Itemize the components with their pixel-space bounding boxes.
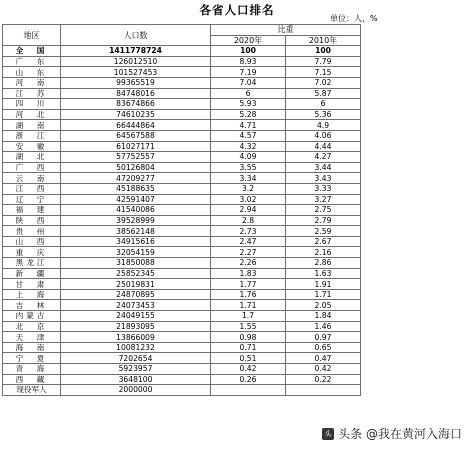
share-2010-cell: 2.16: [286, 247, 361, 258]
region-cell: 青 海: [3, 364, 61, 375]
share-2020-cell: 1.55: [211, 321, 286, 332]
region-cell: 山 西: [3, 236, 61, 247]
table-row: [3, 364, 361, 375]
region-cell: 甘 肃: [3, 279, 61, 290]
region-cell: 宁 夏: [3, 353, 61, 364]
share-2020-cell: 7.04: [211, 77, 286, 88]
table-row: [3, 247, 361, 258]
share-2020-cell: 2.8: [211, 215, 286, 226]
share-2010-cell: 1.63: [286, 268, 361, 279]
population-cell: 61027171: [61, 141, 211, 152]
share-2010-cell: 7.79: [286, 56, 361, 67]
population-cell: 25019831: [61, 279, 211, 290]
share-2010-cell: 2.59: [286, 226, 361, 237]
table-row: [3, 67, 361, 78]
share-2010-cell: 0.42: [286, 364, 361, 375]
share-2020-cell: 4.57: [211, 130, 286, 141]
population-cell: 74610235: [61, 109, 211, 120]
share-2010-cell: 0.47: [286, 353, 361, 364]
table-row: [3, 258, 361, 269]
population-cell: 47209277: [61, 173, 211, 184]
population-cell: 25852345: [61, 268, 211, 279]
table-row: [3, 152, 361, 163]
region-cell: 河 北: [3, 109, 61, 120]
share-2020-cell: 0.26: [211, 374, 286, 385]
share-2010-cell: 5.36: [286, 109, 361, 120]
region-cell: 江 苏: [3, 88, 61, 99]
table-row: [3, 109, 361, 120]
region-cell: 浙 江: [3, 130, 61, 141]
region-cell: 湖 南: [3, 120, 61, 131]
share-2010-cell: 2.05: [286, 300, 361, 311]
share-2020-cell: 1.77: [211, 279, 286, 290]
population-cell: 13866009: [61, 332, 211, 343]
region-cell: 河 南: [3, 77, 61, 88]
region-cell: 安 徽: [3, 141, 61, 152]
population-cell: 24073453: [61, 300, 211, 311]
population-table: [2, 24, 361, 396]
table-row: [3, 88, 361, 99]
share-2020-cell: 4.71: [211, 120, 286, 131]
table-row: [3, 120, 361, 131]
population-cell: 57752557: [61, 152, 211, 163]
share-2010-cell: 2.86: [286, 258, 361, 269]
population-cell: 64567588: [61, 130, 211, 141]
watermark: [319, 424, 465, 443]
region-cell: 现役军人: [3, 385, 61, 396]
share-2020-cell: 7.19: [211, 67, 286, 78]
table-row: [3, 205, 361, 216]
population-cell: 34915616: [61, 236, 211, 247]
population-cell: 1411778724: [61, 46, 211, 57]
population-cell: 10081232: [61, 342, 211, 353]
share-2010-cell: 2.79: [286, 215, 361, 226]
share-2010-cell: 0.22: [286, 374, 361, 385]
share-2020-cell: 0.71: [211, 342, 286, 353]
share-2020-cell: 1.71: [211, 300, 286, 311]
table-row: [3, 236, 361, 247]
share-2020-cell: 3.02: [211, 194, 286, 205]
region-cell: 西 藏: [3, 374, 61, 385]
share-2020-cell: 1.83: [211, 268, 286, 279]
share-2010-cell: 3.44: [286, 162, 361, 173]
table-row: [3, 374, 361, 385]
region-cell: 广 西: [3, 162, 61, 173]
share-2020-cell: 5.28: [211, 109, 286, 120]
share-2020-cell: 6: [211, 88, 286, 99]
share-2020-cell: 2.27: [211, 247, 286, 258]
population-cell: 84748016: [61, 88, 211, 99]
population-cell: 38562148: [61, 226, 211, 237]
population-cell: 5923957: [61, 364, 211, 375]
population-cell: 99365519: [61, 77, 211, 88]
table-row: [3, 215, 361, 226]
watermark-text: 头条 @我在黄河入海口: [338, 427, 462, 441]
region-cell: 江 西: [3, 183, 61, 194]
table-title: 各省人口排名: [199, 3, 275, 17]
table-row: [3, 311, 361, 322]
population-cell: 39528999: [61, 215, 211, 226]
share-2020-cell: 2.73: [211, 226, 286, 237]
share-2010-cell: 2.67: [286, 236, 361, 247]
population-cell: 24049155: [61, 311, 211, 322]
share-2010-cell: 4.27: [286, 152, 361, 163]
table-row: [3, 353, 361, 364]
region-cell: 贵 州: [3, 226, 61, 237]
share-2020-cell: 3.34: [211, 173, 286, 184]
table-row: [3, 173, 361, 184]
header-population: 人口数: [61, 25, 211, 46]
table-row: [3, 162, 361, 173]
share-2020-cell: 0.98: [211, 332, 286, 343]
share-2010-cell: 0.65: [286, 342, 361, 353]
share-2020-cell: 1.76: [211, 289, 286, 300]
population-cell: 24870895: [61, 289, 211, 300]
table-row: [3, 332, 361, 343]
population-cell: 41540086: [61, 205, 211, 216]
table-row: [3, 289, 361, 300]
region-cell: 重 庆: [3, 247, 61, 258]
region-cell: 山 东: [3, 67, 61, 78]
share-2010-cell: 1.46: [286, 321, 361, 332]
share-2020-cell: 5.93: [211, 99, 286, 110]
table-row: [3, 279, 361, 290]
share-2010-cell: 6: [286, 99, 361, 110]
population-cell: 32054159: [61, 247, 211, 258]
table-row: [3, 46, 361, 57]
share-2010-cell: 4.06: [286, 130, 361, 141]
region-cell: 四 川: [3, 99, 61, 110]
header-2010: 2010年: [286, 35, 361, 46]
population-cell: 83674866: [61, 99, 211, 110]
region-cell: 上 海: [3, 289, 61, 300]
population-cell: 45188635: [61, 183, 211, 194]
region-cell: 云 南: [3, 173, 61, 184]
share-2020-cell: 8.93: [211, 56, 286, 67]
table-row: [3, 77, 361, 88]
region-cell: 陕 西: [3, 215, 61, 226]
share-2020-cell: 3.2: [211, 183, 286, 194]
share-2010-cell: 7.15: [286, 67, 361, 78]
population-cell: 101527453: [61, 67, 211, 78]
share-2010-cell: 1.71: [286, 289, 361, 300]
table-row: [3, 194, 361, 205]
population-cell: 126012510: [61, 56, 211, 67]
share-2010-cell: 7.02: [286, 77, 361, 88]
share-2020-cell: 100: [211, 46, 286, 57]
unit-note: 单位：人，%: [330, 14, 378, 23]
share-2020-cell: 4.09: [211, 152, 286, 163]
header-region: 地区: [3, 25, 61, 46]
table-row: [3, 183, 361, 194]
population-cell: 31850088: [61, 258, 211, 269]
population-cell: 3648100: [61, 374, 211, 385]
share-2010-cell: 1.84: [286, 311, 361, 322]
region-cell: 全 国: [3, 46, 61, 57]
share-2010-cell: 5.87: [286, 88, 361, 99]
population-cell: 21893095: [61, 321, 211, 332]
table-row: [3, 268, 361, 279]
toutiao-logo-icon: 头: [322, 428, 334, 440]
share-2010-cell: 3.33: [286, 183, 361, 194]
table-row: [3, 130, 361, 141]
region-cell: 北 京: [3, 321, 61, 332]
share-2020-cell: 1.7: [211, 311, 286, 322]
share-2010-cell: [286, 385, 361, 396]
region-cell: 天 津: [3, 332, 61, 343]
population-cell: 50126804: [61, 162, 211, 173]
table-row: [3, 99, 361, 110]
region-cell: 福 建: [3, 205, 61, 216]
share-2010-cell: 3.43: [286, 173, 361, 184]
share-2020-cell: 3.55: [211, 162, 286, 173]
region-cell: 新 疆: [3, 268, 61, 279]
share-2020-cell: 4.32: [211, 141, 286, 152]
share-2010-cell: 100: [286, 46, 361, 57]
region-cell: 黑龙江: [3, 258, 61, 269]
region-cell: 广 东: [3, 56, 61, 67]
share-2020-cell: 0.42: [211, 364, 286, 375]
share-2020-cell: 0.51: [211, 353, 286, 364]
header-share: 比重: [211, 25, 361, 36]
region-cell: 湖 北: [3, 152, 61, 163]
share-2010-cell: 2.75: [286, 205, 361, 216]
share-2010-cell: 4.44: [286, 141, 361, 152]
share-2010-cell: 3.27: [286, 194, 361, 205]
population-cell: 42591407: [61, 194, 211, 205]
population-cell: 7202654: [61, 353, 211, 364]
share-2020-cell: [211, 385, 286, 396]
table-row: [3, 56, 361, 67]
table-row: [3, 342, 361, 353]
region-cell: 海 南: [3, 342, 61, 353]
region-cell: 辽 宁: [3, 194, 61, 205]
table-row: [3, 300, 361, 311]
share-2010-cell: 1.91: [286, 279, 361, 290]
table-row: [3, 141, 361, 152]
share-2020-cell: 2.47: [211, 236, 286, 247]
table-row: [3, 321, 361, 332]
table-row: [3, 226, 361, 237]
share-2010-cell: 0.97: [286, 332, 361, 343]
region-cell: 吉 林: [3, 300, 61, 311]
share-2010-cell: 4.9: [286, 120, 361, 131]
population-cell: 2000000: [61, 385, 211, 396]
share-2020-cell: 2.94: [211, 205, 286, 216]
population-cell: 66444864: [61, 120, 211, 131]
header-2020: 2020年: [211, 35, 286, 46]
share-2020-cell: 2.26: [211, 258, 286, 269]
region-cell: 内蒙古: [3, 311, 61, 322]
table-row: [3, 385, 361, 396]
